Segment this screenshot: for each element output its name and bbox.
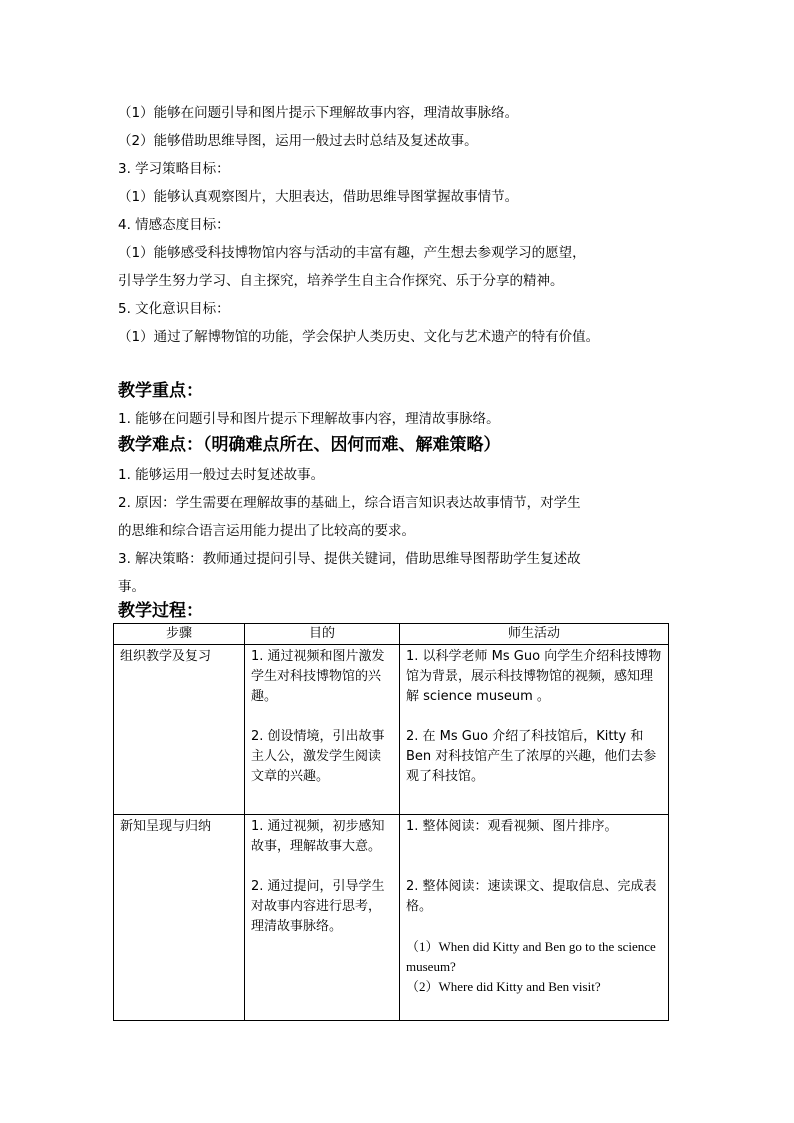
purpose-item: 2. 通过提问，引导学生对故事内容进行思考，理清故事脉络。 [251, 879, 385, 934]
lesson-process-table [113, 623, 669, 1021]
difficult-points-line-1: 1. 能够运用一般过去时复述故事。 [118, 467, 325, 483]
difficult-points-heading: 教学难点：（明确难点所在、因何而难、解难策略） [118, 435, 501, 455]
attitude-goal-line-2: 引导学生努力学习、自主探究，培养学生自主合作探究、乐于分享的精神。 [118, 273, 564, 289]
activity-cell [400, 815, 669, 1021]
difficult-points-line-4: 3. 解决策略：教师通过提问引导、提供关键词，借助思维导图帮助学生复述故 [118, 551, 581, 567]
attitude-goal-line-1: （1）能够感受科技博物馆内容与活动的丰富有趣，产生想去参观学习的愿望， [118, 245, 586, 261]
table-row [114, 815, 669, 1021]
culture-goal-line: （1）通过了解博物馆的功能，学会保护人类历史、文化与艺术遗产的特有价值。 [118, 329, 600, 345]
purpose-item: 2. 创设情境，引出故事主人公，激发学生阅读文章的兴趣。 [251, 729, 385, 784]
table-row [114, 645, 669, 815]
activity-item: 2. 整体阅读：速读课文、提取信息、完成表格。 [406, 879, 657, 914]
process-heading: 教学过程： [118, 601, 203, 621]
question-item: （2）Where did Kitty and Ben visit? [406, 979, 601, 994]
purpose-cell [245, 815, 400, 1021]
difficult-points-line-5: 事。 [118, 579, 145, 595]
column-header-activity: 师生活动 [400, 624, 669, 645]
activity-item: 1. 以科学老师 Ms Guo 向学生介绍科技博物馆为背景，展示科技博物馆的视频，感知理解 science museum 。 [406, 649, 662, 704]
objective-line-1: （1）能够在问题引导和图片提示下理解故事内容，理清故事脉络。 [118, 105, 519, 121]
purpose-cell [245, 645, 400, 815]
activity-item: 1. 整体阅读：观看视频、图片排序。 [406, 819, 618, 834]
purpose-item: 1. 通过视频和图片激发学生对科技博物馆的兴趣。 [251, 649, 385, 704]
step-cell: 新知呈现与归纳 [114, 815, 245, 1021]
table-header-row [114, 624, 669, 645]
strategy-goal-heading: 3. 学习策略目标： [118, 161, 230, 177]
activity-item: 2. 在 Ms Guo 介绍了科技馆后，Kitty 和 Ben 对科技馆产生了浓厚的兴趣，他们去参观了科技馆。 [406, 729, 657, 784]
attitude-goal-heading: 4. 情感态度目标： [118, 217, 230, 233]
difficult-points-line-2: 2. 原因：学生需要在理解故事的基础上，综合语言知识表达故事情节，对学生 [118, 495, 581, 511]
objective-line-2: （2）能够借助思维导图，运用一般过去时总结及复述故事。 [118, 133, 478, 149]
activity-cell [400, 645, 669, 815]
question-item: （1）When did Kitty and Ben go to the science museum? [406, 939, 656, 974]
purpose-item: 1. 通过视频，初步感知故事，理解故事大意。 [251, 819, 385, 854]
difficult-points-line-3: 的思维和综合语言运用能力提出了比较高的要求。 [118, 523, 415, 539]
strategy-goal-line: （1）能够认真观察图片，大胆表达，借助思维导图掌握故事情节。 [118, 189, 519, 205]
column-header-purpose: 目的 [245, 624, 400, 645]
column-header-step: 步骤 [114, 624, 245, 645]
step-cell: 组织教学及复习 [114, 645, 245, 815]
key-points-heading: 教学重点： [118, 381, 203, 401]
key-points-line: 1. 能够在问题引导和图片提示下理解故事内容，理清故事脉络。 [118, 411, 500, 427]
culture-goal-heading: 5. 文化意识目标： [118, 301, 230, 317]
